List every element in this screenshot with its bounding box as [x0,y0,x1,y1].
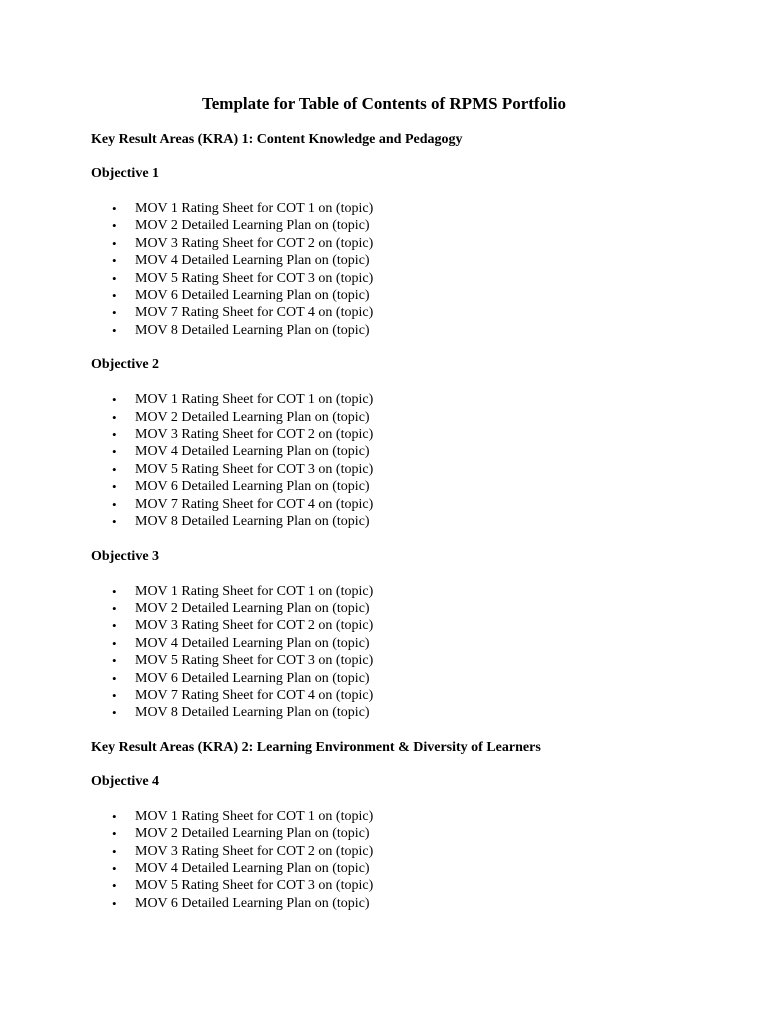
list-item: • MOV 3 Rating Sheet for COT 2 on (topic) [112,843,374,859]
bullet-icon: • [112,322,117,338]
objective-1-mov-list [91,200,708,339]
list-item: • MOV 1 Rating Sheet for COT 1 on (topic) [112,392,374,408]
list-item: • MOV 1 Rating Sheet for COT 1 on (topic) [112,583,374,599]
bullet-icon: • [112,235,117,251]
bullet-icon: • [112,895,117,911]
list-item: • MOV 4 Detailed Learning Plan on (topic) [112,253,370,269]
objective-heading-3: Objective 3 [91,548,160,564]
objective-3-mov-list [91,583,708,722]
bullet-icon: • [112,808,117,824]
bullet-icon: • [112,427,117,443]
list-item: • MOV 6 Detailed Learning Plan on (topic) [112,670,370,686]
list-item: • MOV 7 Rating Sheet for COT 4 on (topic) [112,687,374,703]
bullet-icon: • [112,461,117,477]
list-item: • MOV 2 Detailed Learning Plan on (topic) [112,600,370,616]
kra-heading-2: Key Result Areas (KRA) 2: Learning Environment & Diversity of Learners [91,739,541,755]
document-title: Template for Table of Contents of RPMS Portfolio [201,94,567,113]
objective-heading-1: Objective 1 [91,166,160,181]
bullet-icon: • [112,496,117,512]
bullet-icon: • [112,514,117,530]
bullet-icon: • [112,705,117,721]
bullet-icon: • [112,826,117,842]
list-item: • MOV 5 Rating Sheet for COT 3 on (topic) [112,878,374,894]
bullet-icon: • [112,479,117,495]
bullet-icon: • [112,600,117,616]
bullet-icon: • [112,305,117,321]
list-item: • MOV 8 Detailed Learning Plan on (topic) [112,322,370,338]
list-item: • MOV 6 Detailed Learning Plan on (topic) [112,288,370,304]
list-item: • MOV 4 Detailed Learning Plan on (topic) [112,444,370,460]
list-item: • MOV 7 Rating Sheet for COT 4 on (topic) [112,305,374,321]
kra-heading-1: Key Result Areas (KRA) 1: Content Knowledge and Pedagogy [91,132,463,147]
list-item: • MOV 3 Rating Sheet for COT 2 on (topic) [112,427,374,443]
bullet-icon: • [112,270,117,286]
bullet-icon: • [112,843,117,859]
bullet-icon: • [112,409,117,425]
list-item: • MOV 4 Detailed Learning Plan on (topic) [112,860,370,876]
list-item: • MOV 5 Rating Sheet for COT 3 on (topic) [112,653,374,669]
list-item: • MOV 5 Rating Sheet for COT 3 on (topic) [112,461,374,477]
list-item: • MOV 5 Rating Sheet for COT 3 on (topic) [112,270,374,286]
bullet-icon: • [112,444,117,460]
list-item: • MOV 8 Detailed Learning Plan on (topic) [112,705,370,721]
bullet-icon: • [112,253,117,269]
objective-heading-4: Objective 4 [91,773,160,789]
bullet-icon: • [112,618,117,634]
list-item: • MOV 2 Detailed Learning Plan on (topic) [112,826,370,842]
bullet-icon: • [112,392,117,408]
list-item: • MOV 1 Rating Sheet for COT 1 on (topic) [112,808,374,824]
objective-4-mov-list [91,808,708,912]
list-item: • MOV 2 Detailed Learning Plan on (topic) [112,218,370,234]
bullet-icon: • [112,583,117,599]
bullet-icon: • [112,670,117,686]
objective-heading-2: Objective 2 [91,357,160,373]
bullet-icon: • [112,878,117,894]
list-item: • MOV 6 Detailed Learning Plan on (topic) [112,479,370,495]
bullet-icon: • [112,635,117,651]
objective-2-mov-list [91,391,708,530]
bullet-icon: • [112,201,117,216]
list-item: • MOV 3 Rating Sheet for COT 2 on (topic) [112,618,374,634]
list-item: • MOV 1 Rating Sheet for COT 1 on (topic) [112,201,374,216]
list-item: • MOV 4 Detailed Learning Plan on (topic) [112,635,370,651]
bullet-icon: • [112,687,117,703]
list-item: • MOV 3 Rating Sheet for COT 2 on (topic) [112,235,374,251]
list-item: • MOV 8 Detailed Learning Plan on (topic) [112,514,370,530]
bullet-icon: • [112,653,117,669]
list-item: • MOV 7 Rating Sheet for COT 4 on (topic) [112,496,374,512]
bullet-icon: • [112,288,117,304]
bullet-icon: • [112,218,117,234]
list-item: • MOV 2 Detailed Learning Plan on (topic) [112,409,370,425]
bullet-icon: • [112,860,117,876]
list-item: • MOV 6 Detailed Learning Plan on (topic) [112,895,370,911]
